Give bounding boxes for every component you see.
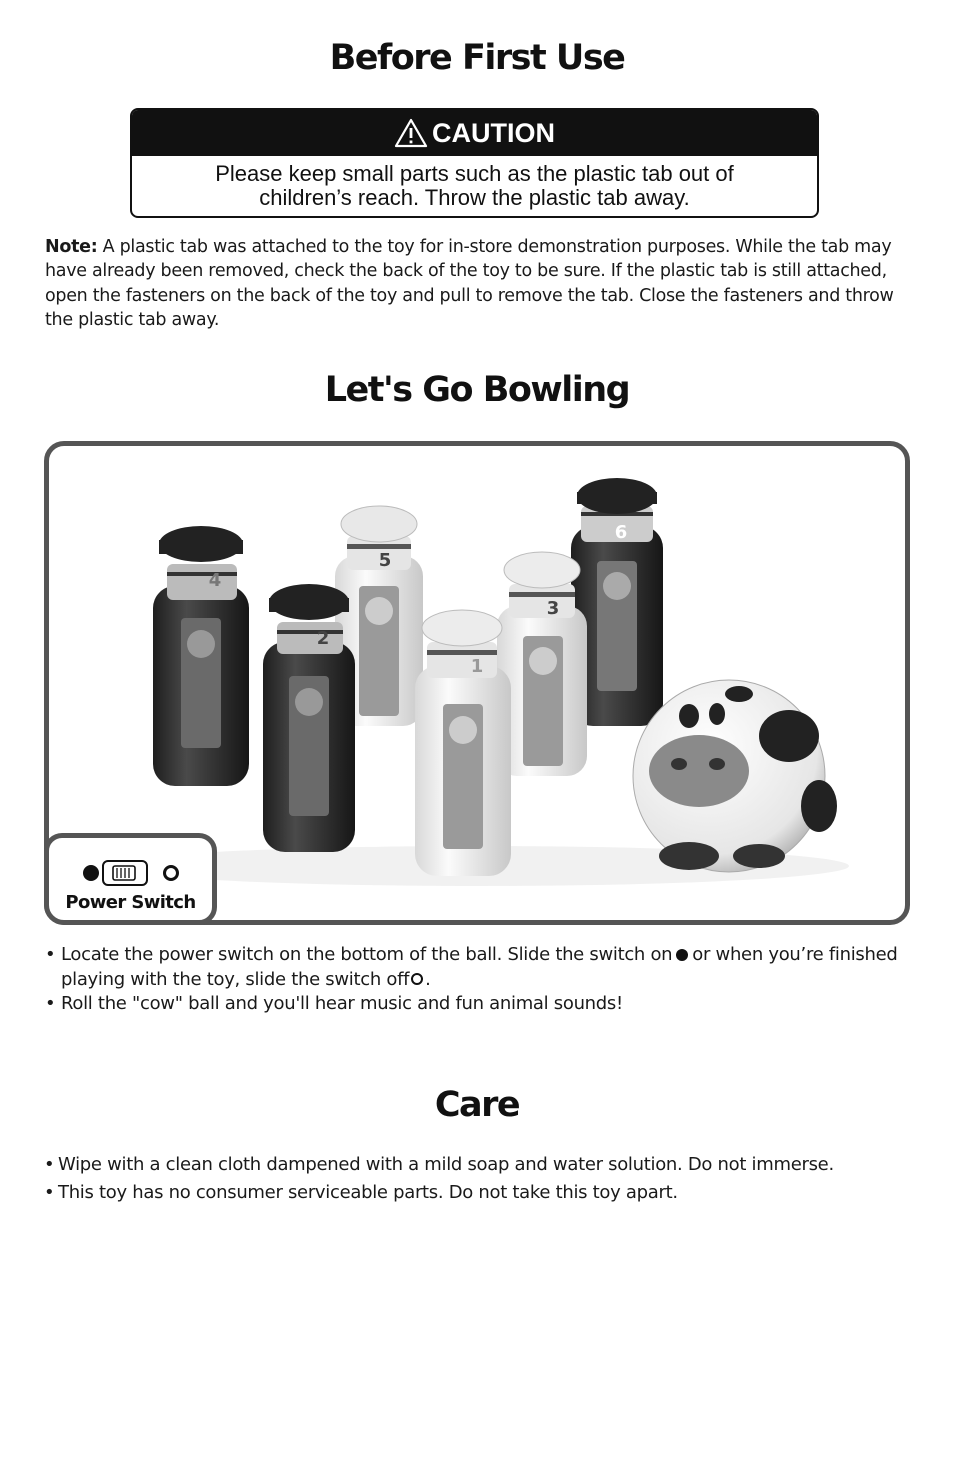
warning-triangle-icon [394,118,428,148]
bowling-pin-1 [415,610,511,876]
power-switch-label: Power Switch [65,892,196,913]
list-item: • Wipe with a clean cloth dampened with a mild soap and water solution. Do not immerse. [44,1153,924,1178]
pin-number-3: 3 [546,598,560,619]
pin-number-2: 2 [316,628,330,649]
pin-number-5: 5 [378,550,392,571]
bullet1-text-c: . [425,968,431,990]
caution-box [130,108,819,218]
note-paragraph [45,235,915,332]
note-text: A plastic tab was attached to the toy for in-store demonstration purposes. While the tab may have already been removed, check the back of the toy to be sure. If the plastic tab is still attached, open the fasteners on the back of the toy and pull to remove the tab. Close the fasteners and throw the plastic tab away. [45,237,894,330]
bullet1-text-a: Locate the power switch on the bottom of the ball. Slide the switch on [61,944,673,965]
pin-number-4: 4 [208,570,222,591]
cow-ball [633,680,837,872]
power-switch-callout [44,833,217,925]
note-label: Note: [45,237,98,257]
list-item: • This toy has no consumer serviceable parts. Do not take this toy apart. [44,1181,924,1206]
bowling-instructions-list [45,943,925,1017]
on-dot-icon [676,949,688,961]
caution-label: CAUTION [432,117,555,148]
bullet1-text-b: or when you’re finished playing with the toy, slide the switch off [61,944,898,990]
caution-line-1: Please keep small parts such as the plastic tab out of [215,161,734,186]
heading-care: Care [434,1085,520,1125]
heading-lets-go-bowling: Let's Go Bowling [324,370,630,410]
pin-number-6: 6 [614,522,628,543]
bowling-pin-4 [153,526,249,786]
heading-before-first-use: Before First Use [329,38,625,78]
off-dot-icon [411,973,423,985]
caution-text [132,156,817,210]
pin-number-1: 1 [470,656,484,677]
caution-header [132,110,817,156]
list-item [45,943,925,992]
caution-line-2: children’s reach. Throw the plastic tab away. [259,185,690,210]
power-switch-icon [83,858,183,888]
care-instructions-list [44,1153,924,1208]
bowling-pin-2 [263,584,355,852]
list-item: • Roll the "cow" ball and you'll hear music and fun animal sounds! [45,992,925,1017]
